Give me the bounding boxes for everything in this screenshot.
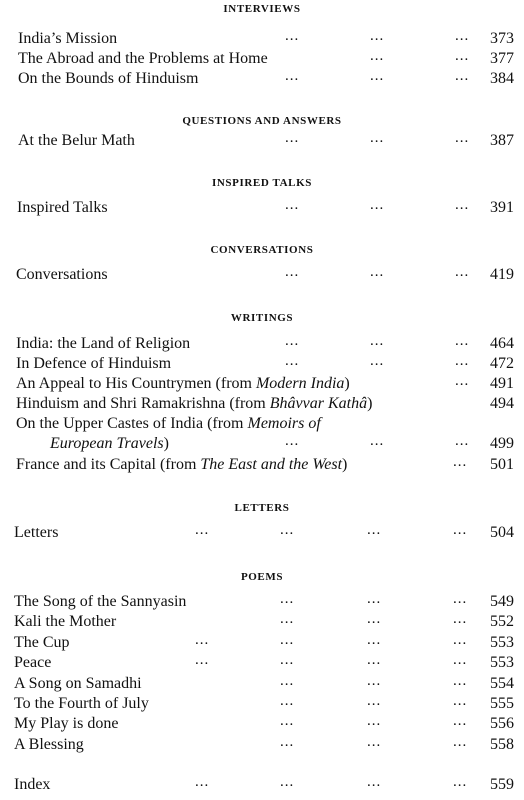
leader-dots: ... [195,522,210,538]
leader-dots: ... [367,652,382,668]
entry-title [16,374,350,394]
leader-dots: ... [453,693,468,709]
leader-dots: ... [367,774,382,790]
leader-dots: ... [455,373,470,389]
entry-source: European Travels [50,435,164,452]
leader-dots: ... [280,522,295,538]
toc-entry [0,714,524,734]
leader-dots: ... [453,632,468,648]
entry-title: On the Bounds of Hinduism [18,70,199,87]
entry-title [16,455,347,475]
leader-dots: ... [455,333,470,349]
entry-title: Index [14,776,51,793]
entry-title: My Play is done [14,715,119,732]
entry-page: 558 [490,736,514,753]
section-heading-interviews: INTERVIEWS [223,3,301,15]
leader-dots: ... [280,673,295,689]
entry-close-paren: ) [367,395,373,412]
toc-entry [0,633,524,653]
leader-dots: ... [455,264,470,280]
entry-page: 464 [490,335,514,352]
leader-dots: ... [285,433,300,449]
entry-page: 559 [490,776,514,793]
toc-entry [0,354,524,374]
leader-dots: ... [370,68,385,84]
leader-dots: ... [367,693,382,709]
leader-dots: ... [453,591,468,607]
leader-dots: ... [195,774,210,790]
entry-page: 553 [490,654,514,671]
leader-dots: ... [453,774,468,790]
entry-title-text: On the Upper Castes of India (from [16,415,248,432]
toc-entry-index [0,775,524,795]
leader-dots: ... [455,68,470,84]
section-heading-questions-and-answers: QUESTIONS AND ANSWERS [182,115,342,127]
entry-title: The Cup [14,634,70,651]
entry-page: 554 [490,675,514,692]
entry-title: The Abroad and the Problems at Home [18,50,268,67]
leader-dots: ... [370,197,385,213]
toc-entry [0,49,524,69]
toc-entry [0,694,524,714]
entry-source: Memoirs of [247,415,321,432]
entry-title: At the Belur Math [18,132,135,149]
leader-dots: ... [280,611,295,627]
toc-entry [0,735,524,755]
leader-dots: ... [370,264,385,280]
entry-title: In Defence of Hinduism [16,355,172,372]
leader-dots: ... [280,774,295,790]
entry-page: 384 [490,70,514,87]
toc-entry [0,523,524,543]
entry-page: 491 [490,375,514,392]
leader-dots: ... [453,673,468,689]
leader-dots: ... [455,130,470,146]
leader-dots: ... [455,433,470,449]
entry-title [16,414,321,434]
entry-title-text: France and its Capital (from [16,456,201,473]
entry-page: 501 [490,456,514,473]
leader-dots: ... [285,68,300,84]
section-heading-conversations: CONVERSATIONS [210,244,314,256]
leader-dots: ... [370,353,385,369]
entry-page: 504 [490,524,514,541]
entry-close-paren: ) [163,435,169,452]
entry-page: 553 [490,634,514,651]
leader-dots: ... [367,611,382,627]
leader-dots: ... [367,673,382,689]
toc-entry [0,414,524,434]
leader-dots: ... [285,197,300,213]
entry-title: A Song on Samadhi [14,675,142,692]
leader-dots: ... [367,734,382,750]
entry-page: 391 [490,199,514,216]
toc-entry [0,455,524,475]
leader-dots: ... [280,632,295,648]
entry-title: Conversations [16,266,108,283]
entry-title: Kali the Mother [14,613,117,630]
leader-dots: ... [285,130,300,146]
leader-dots: ... [370,433,385,449]
leader-dots: ... [280,693,295,709]
leader-dots: ... [195,632,210,648]
toc-entry [0,29,524,49]
section-heading-poems: POEMS [240,571,284,583]
leader-dots: ... [453,734,468,750]
leader-dots: ... [280,591,295,607]
toc-entry [0,592,524,612]
entry-title-text: Hinduism and Shri Ramakrishna (from [16,395,270,412]
leader-dots: ... [453,522,468,538]
entry-close-paren: ) [342,456,348,473]
leader-dots: ... [280,734,295,750]
leader-dots: ... [280,713,295,729]
toc-entry [0,334,524,354]
entry-title-text: An Appeal to His Countrymen (from [16,375,256,392]
entry-title: India: the Land of Religion [16,335,191,352]
leader-dots: ... [455,197,470,213]
entry-page: 387 [490,132,514,149]
section-heading-letters: LETTERS [234,502,290,514]
entry-page: 472 [490,355,514,372]
leader-dots: ... [367,591,382,607]
entry-title: Letters [14,524,59,541]
entry-page: 549 [490,593,514,610]
entry-page: 552 [490,613,514,630]
entry-title: A Blessing [14,736,84,753]
leader-dots: ... [285,333,300,349]
leader-dots: ... [280,652,295,668]
leader-dots: ... [370,48,385,64]
entry-title: The Song of the Sannyasin [14,593,187,610]
leader-dots: ... [285,264,300,280]
entry-page: 419 [490,266,514,283]
leader-dots: ... [370,28,385,44]
toc-entry [0,198,524,218]
entry-close-paren: ) [344,375,350,392]
toc-entry [0,374,524,394]
leader-dots: ... [453,611,468,627]
leader-dots: ... [455,48,470,64]
toc-entry [0,612,524,632]
entry-title: India’s Mission [18,30,118,47]
leader-dots: ... [367,632,382,648]
entry-page: 373 [490,30,514,47]
leader-dots: ... [453,454,468,470]
section-heading-inspired-talks: INSPIRED TALKS [212,177,312,189]
leader-dots: ... [455,353,470,369]
entry-title: Inspired Talks [17,199,108,216]
leader-dots: ... [453,652,468,668]
leader-dots: ... [455,28,470,44]
toc-entry [0,434,524,454]
toc-entry [0,394,524,414]
entry-title [50,434,169,454]
leader-dots: ... [370,333,385,349]
leader-dots: ... [367,522,382,538]
toc-entry [0,131,524,151]
entry-title: Peace [14,654,52,671]
leader-dots: ... [370,130,385,146]
toc-entry [0,265,524,285]
entry-page: 494 [490,395,514,412]
leader-dots: ... [195,652,210,668]
leader-dots: ... [453,713,468,729]
entry-page: 555 [490,695,514,712]
entry-page: 499 [490,435,514,452]
entry-title: To the Fourth of July [14,695,149,712]
entry-source: Bhâvvar Kathâ [269,395,368,412]
entry-source: The East and the West [200,456,343,473]
leader-dots: ... [285,353,300,369]
leader-dots: ... [285,28,300,44]
entry-page: 556 [490,715,514,732]
entry-page: 377 [490,50,514,67]
section-heading-writings: WRITINGS [230,312,294,324]
toc-entry [0,674,524,694]
toc-entry [0,69,524,89]
entry-source: Modern India [255,375,345,392]
leader-dots: ... [367,713,382,729]
toc-entry [0,653,524,673]
entry-title [16,394,372,414]
